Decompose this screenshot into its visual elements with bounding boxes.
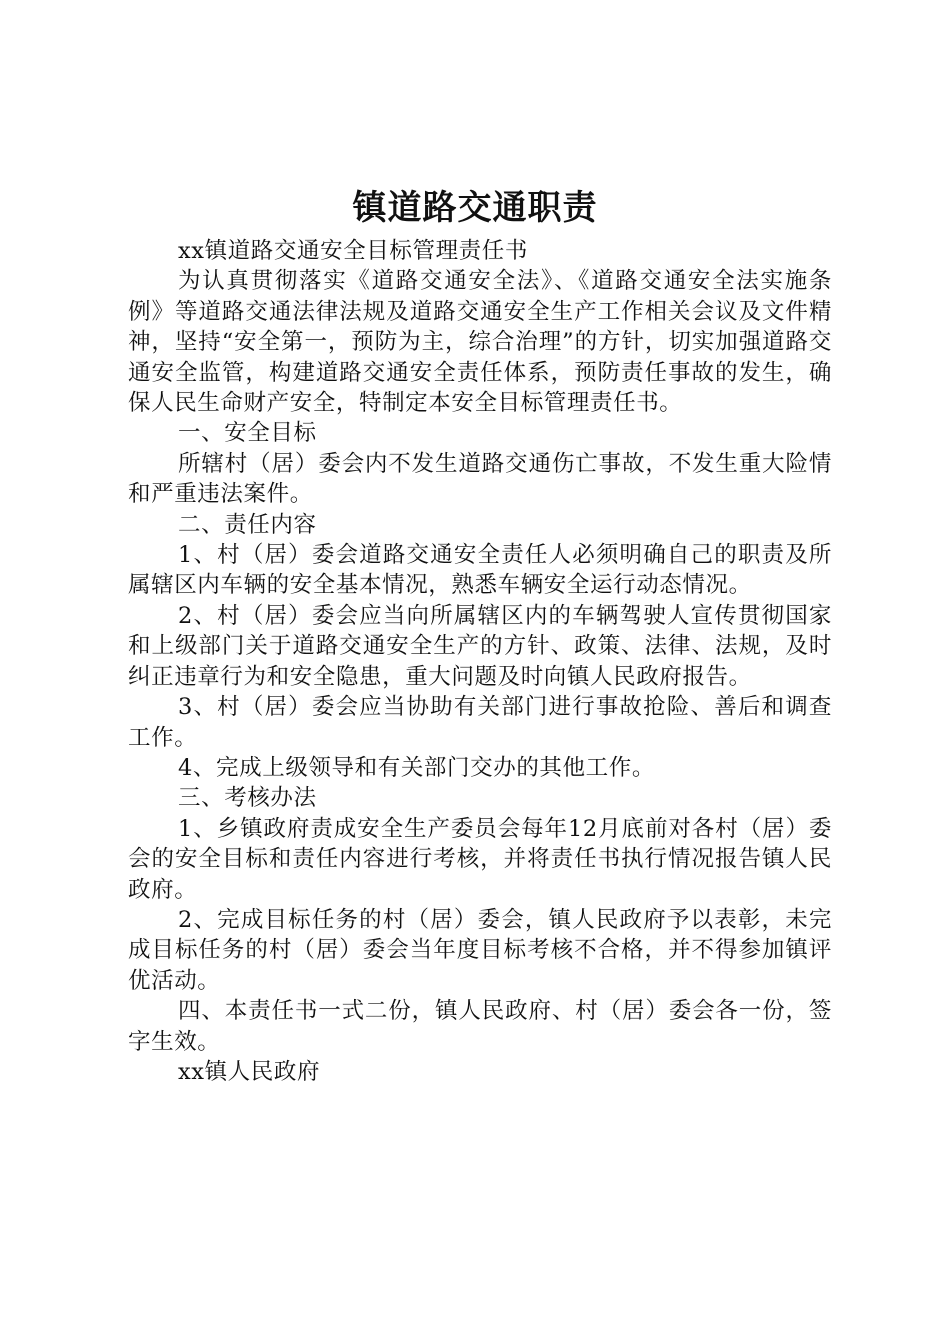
responsibility-item-2: 2、村（居）委会应当向所属辖区内的车辆驾驶人宣传贯彻国家和上级部门关于道路交通安全生产的方针、政策、法律、法规，及时纠正违章行为和安全隐患，重大问题及时向镇人民政府报告。 [128,602,832,690]
section-heading-assessment: 三、考核办法 [178,785,317,812]
responsibility-item-4: 4、完成上级领导和有关部门交办的其他工作。 [178,754,655,781]
document-title: 镇道路交通职责 [352,188,598,228]
responsibility-item-3: 3、村（居）委会应当协助有关部门进行事故抢险、善后和调查工作。 [128,694,832,751]
signature-line: xx镇人民政府 [178,1058,321,1085]
heading-responsibility-letter: xx镇道路交通安全目标管理责任书 [178,238,528,264]
safety-goal-paragraph: 所辖村（居）委会内不发生道路交通伤亡事故，不发生重大险情和严重违法案件。 [128,450,832,508]
assessment-item-1: 1、乡镇政府责成安全生产委员会每年12月底前对各村（居）委会的安全目标和责任内容进行考核，并将责任书执行情况报告镇人民政府。 [128,815,832,903]
section-heading-safety-goal: 一、安全目标 [178,420,317,447]
copies-clause-paragraph: 四、本责任书一式二份，镇人民政府、村（居）委会各一份，签字生效。 [128,998,832,1055]
responsibility-item-1: 1、村（居）委会道路交通安全责任人必须明确自己的职责及所属辖区内车辆的安全基本情况，熟悉车辆安全运行动态情况。 [128,542,832,599]
preamble-paragraph: 为认真贯彻落实《道路交通安全法》、《道路交通安全法实施条例》等道路交通法律法规及道路交通安全生产工作相关会议及文件精神，坚持“安全第一，预防为主，综合治理”的方针，切实加强道路交通安全监管，构建道路交通安全责任体系，预防责任事故的发生，确保人民生命财产安全，特制定本安全目标管理责任书。 [128,268,832,417]
assessment-item-2: 2、完成目标任务的村（居）委会，镇人民政府予以表彰，未完成目标任务的村（居）委会当年度目标考核不合格，并不得参加镇评优活动。 [128,906,832,994]
section-heading-responsibilities: 二、责任内容 [178,511,317,538]
document-body [128,236,832,1087]
